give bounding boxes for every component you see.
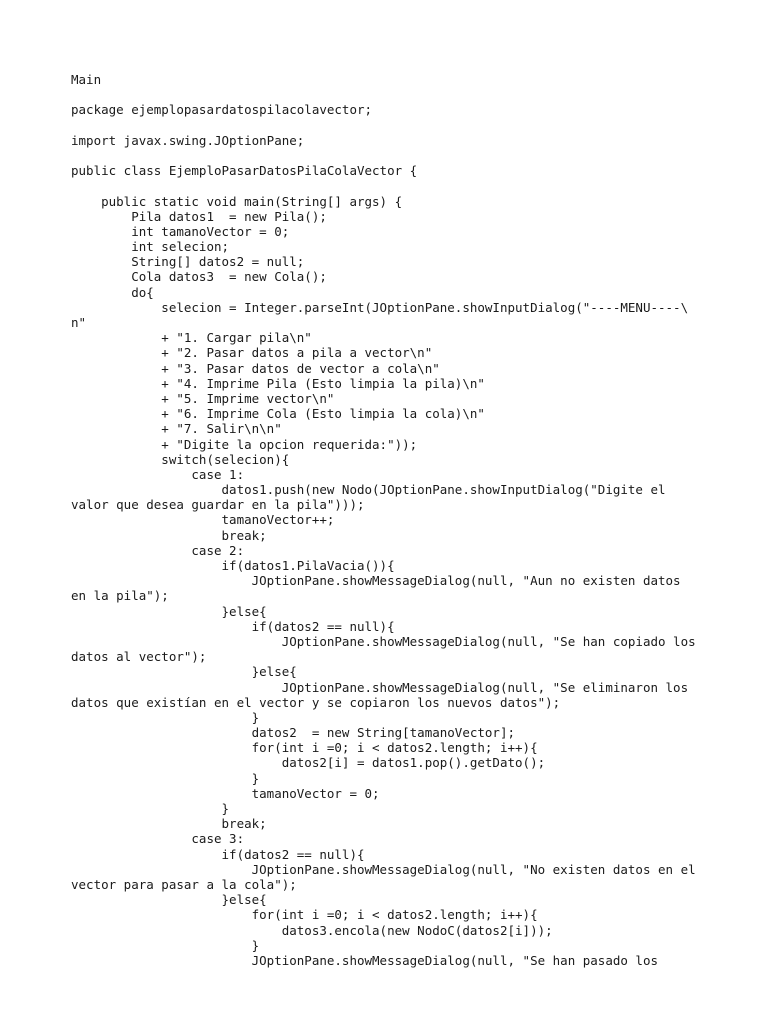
code-line: + "2. Pasar datos a pila a vector\n" — [71, 345, 433, 361]
code-line — [71, 87, 711, 102]
code-line: } — [71, 801, 230, 816]
code-line: + "Digite la opcion requerida:")); — [71, 436, 418, 452]
code-line: } — [71, 770, 260, 786]
code-line: }else{ — [71, 664, 297, 680]
code-line: JOptionPane.showMessageDialog(null, "Se han pasado los — [71, 952, 658, 968]
code-line: en la pila"); — [71, 588, 169, 604]
code-line: case 2: — [71, 542, 245, 558]
code-line: datos2 = new String[tamanoVector]; — [71, 725, 516, 741]
code-line: datos2[i] = datos1.pop().getDato(); — [71, 755, 546, 771]
code-line: break; — [71, 527, 267, 543]
code-line: case 3: — [71, 831, 245, 847]
code-line: case 1: — [71, 466, 245, 482]
code-line: import javax.swing.JOptionPane; — [71, 132, 305, 148]
code-line: tamanoVector = 0; — [71, 785, 380, 801]
code-line: } — [71, 709, 260, 725]
code-line: Main — [71, 72, 102, 87]
code-line: vector para pasar a la cola"); — [71, 876, 297, 892]
code-line: datos1.push(new Nodo(JOptionPane.showInputDialog("Digite el — [71, 482, 666, 498]
document-body — [71, 72, 711, 968]
code-line: + "7. Salir\n\n" — [71, 421, 282, 437]
code-line: JOptionPane.showMessageDialog(null, "Se eliminaron los — [71, 679, 689, 695]
code-line: }else{ — [71, 892, 267, 908]
code-line: Pila datos1 = new Pila(); — [71, 208, 327, 224]
code-line: selecion = Integer.parseInt(JOptionPane.showInputDialog("----MENU----\ — [71, 299, 689, 315]
code-line: datos al vector"); — [71, 649, 207, 665]
code-line: String[] datos2 = null; — [71, 254, 305, 270]
code-line: + "1. Cargar pila\n" — [71, 330, 312, 346]
code-line — [71, 178, 711, 193]
code-line: for(int i =0; i < datos2.length; i++){ — [71, 907, 538, 923]
code-line: JOptionPane.showMessageDialog(null, "No existen datos en el — [71, 861, 696, 877]
code-line — [71, 118, 711, 133]
code-line: Cola datos3 = new Cola(); — [71, 269, 327, 285]
code-line: if(datos2 == null){ — [71, 618, 395, 634]
code-line: JOptionPane.showMessageDialog(null, "Se han copiado los — [71, 633, 696, 649]
code-line: if(datos2 == null){ — [71, 846, 365, 862]
code-line: + "4. Imprime Pila (Esto limpia la pila)\n" — [71, 375, 485, 391]
code-line: break; — [71, 816, 267, 832]
code-line: valor que desea guardar en la pila"))); — [71, 497, 365, 513]
code-line: public class EjemploPasarDatosPilaColaVector { — [71, 163, 418, 179]
code-line: int selecion; — [71, 239, 230, 255]
code-line — [71, 148, 711, 163]
code-line: tamanoVector++; — [71, 512, 335, 528]
code-line: datos que existían en el vector y se copiaron los nuevos datos"); — [71, 694, 561, 710]
code-line: n" — [71, 315, 87, 330]
code-line: + "3. Pasar datos de vector a cola\n" — [71, 360, 440, 376]
code-line: if(datos1.PilaVacia()){ — [71, 558, 395, 573]
code-line: int tamanoVector = 0; — [71, 223, 290, 239]
code-line: package ejemplopasardatospilacolavector; — [71, 102, 373, 118]
code-line: }else{ — [71, 603, 267, 619]
code-line: for(int i =0; i < datos2.length; i++){ — [71, 740, 538, 756]
code-line: + "6. Imprime Cola (Esto limpia la cola)\n" — [71, 406, 485, 422]
code-line: do{ — [71, 284, 154, 300]
code-line: public static void main(String[] args) { — [71, 193, 403, 209]
code-line: switch(selecion){ — [71, 451, 290, 467]
code-line: datos3.encola(new NodoC(datos2[i])); — [71, 922, 553, 938]
code-line: JOptionPane.showMessageDialog(null, "Aun no existen datos — [71, 573, 681, 589]
code-line: } — [71, 937, 260, 953]
code-line: + "5. Imprime vector\n" — [71, 390, 335, 406]
